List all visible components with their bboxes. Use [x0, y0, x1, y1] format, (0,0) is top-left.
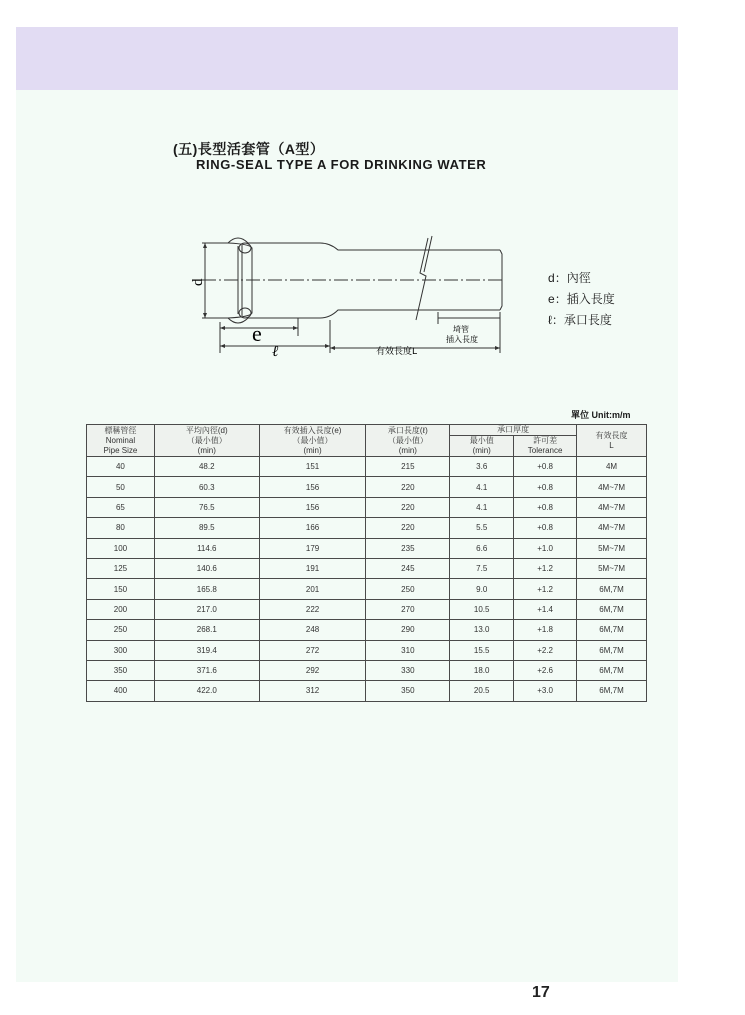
table-cell: 48.2 — [154, 457, 259, 477]
table-cell: 4M~7M — [577, 497, 647, 517]
table-cell: 6M,7M — [577, 640, 647, 660]
table-cell: 151 — [259, 457, 366, 477]
table-cell: 200 — [87, 599, 155, 619]
table-cell: 6M,7M — [577, 599, 647, 619]
table-cell: 5M~7M — [577, 538, 647, 558]
header-band — [16, 27, 678, 90]
table-cell: 270 — [366, 599, 450, 619]
legend-item-l: ℓ：承口長度 — [548, 313, 612, 327]
table-cell: 125 — [87, 558, 155, 578]
table-cell: 220 — [366, 497, 450, 517]
table-cell: 6M,7M — [577, 660, 647, 680]
header-nominal: 標稱管徑 Nominal Pipe Size — [87, 425, 155, 457]
table-cell: +1.8 — [514, 620, 577, 640]
table-cell: 268.1 — [154, 620, 259, 640]
table-cell: 6M,7M — [577, 681, 647, 701]
diagram-legend — [548, 268, 615, 331]
table-cell: +1.2 — [514, 579, 577, 599]
table-cell: 191 — [259, 558, 366, 578]
table-cell: 250 — [366, 579, 450, 599]
unit-label: 單位 Unit:m/m — [571, 410, 631, 420]
pipe-top-outline — [210, 238, 500, 250]
table-cell: +1.2 — [514, 558, 577, 578]
table-cell: 290 — [366, 620, 450, 640]
table-cell: 371.6 — [154, 660, 259, 680]
table-cell: 76.5 — [154, 497, 259, 517]
table-cell: 156 — [259, 497, 366, 517]
table-row — [87, 558, 647, 578]
table-cell: 422.0 — [154, 681, 259, 701]
table-cell: +1.4 — [514, 599, 577, 619]
table-cell: 20.5 — [450, 681, 514, 701]
page-number: 17 — [532, 984, 550, 1001]
label-l: ℓ — [272, 344, 279, 360]
table-cell: 220 — [366, 477, 450, 497]
legend-item-e: e：插入長度 — [548, 292, 615, 306]
table-cell: 6M,7M — [577, 620, 647, 640]
table-cell: 235 — [366, 538, 450, 558]
table-cell: 201 — [259, 579, 366, 599]
table-cell: 4M~7M — [577, 477, 647, 497]
table-cell: 6.6 — [450, 538, 514, 558]
table-cell: 400 — [87, 681, 155, 701]
table-cell: 140.6 — [154, 558, 259, 578]
table-cell: 7.5 — [450, 558, 514, 578]
table-row — [87, 620, 647, 640]
table-row — [87, 457, 647, 477]
table-cell: 300 — [87, 640, 155, 660]
table-row — [87, 660, 647, 680]
table-cell: +3.0 — [514, 681, 577, 701]
table-cell: 215 — [366, 457, 450, 477]
table-cell: 5.5 — [450, 518, 514, 538]
header-insert-length: 有效插入長度(e) （最小值） (min) — [259, 425, 366, 457]
table-cell: +0.8 — [514, 457, 577, 477]
table-cell: 5M~7M — [577, 558, 647, 578]
pipe-diagram — [180, 228, 510, 368]
table-row — [87, 497, 647, 517]
table-cell: 65 — [87, 497, 155, 517]
table-cell: 245 — [366, 558, 450, 578]
table-cell: 222 — [259, 599, 366, 619]
table-cell: 15.5 — [450, 640, 514, 660]
table-cell: +1.0 — [514, 538, 577, 558]
table-cell: 319.4 — [154, 640, 259, 660]
table-cell: 4.1 — [450, 477, 514, 497]
table-cell: 330 — [366, 660, 450, 680]
table-cell: 217.0 — [154, 599, 259, 619]
break-mark-2 — [424, 236, 432, 272]
table-row — [87, 599, 647, 619]
header-inner-diameter: 平均內徑(d) （最小值） (min) — [154, 425, 259, 457]
spec-table — [86, 424, 647, 702]
table-row — [87, 477, 647, 497]
table-cell: 114.6 — [154, 538, 259, 558]
table-row — [87, 681, 647, 701]
section-title-chinese: (五)長型活套管（A型） — [173, 141, 325, 157]
header-effective-length: 有效長度 L — [577, 425, 647, 457]
legend-item-d: d：內徑 — [548, 271, 591, 285]
table-cell: 4M~7M — [577, 518, 647, 538]
table-row — [87, 538, 647, 558]
table-cell: 166 — [259, 518, 366, 538]
table-cell: 13.0 — [450, 620, 514, 640]
table-cell: 150 — [87, 579, 155, 599]
header-tolerance: 許可差 Tolerance — [514, 436, 577, 457]
table-cell: 250 — [87, 620, 155, 640]
table-cell: +0.8 — [514, 518, 577, 538]
label-chamfer-2: 插入長度 — [446, 335, 478, 344]
table-row — [87, 579, 647, 599]
table-cell: 350 — [366, 681, 450, 701]
table-cell: 3.6 — [450, 457, 514, 477]
table-cell: +0.8 — [514, 477, 577, 497]
table-cell: 6M,7M — [577, 579, 647, 599]
table-cell: 292 — [259, 660, 366, 680]
header-socket-thickness: 承口厚度 — [450, 425, 577, 436]
table-cell: +2.2 — [514, 640, 577, 660]
header-thickness-min: 最小值 (min) — [450, 436, 514, 457]
table-cell: 310 — [366, 640, 450, 660]
table-cell: 248 — [259, 620, 366, 640]
table-row — [87, 640, 647, 660]
table-cell: 9.0 — [450, 579, 514, 599]
table-cell: 60.3 — [154, 477, 259, 497]
table-cell: 312 — [259, 681, 366, 701]
table-cell: 220 — [366, 518, 450, 538]
label-chamfer-1: 埼管 — [453, 325, 469, 334]
table-row — [87, 518, 647, 538]
table-cell: 100 — [87, 538, 155, 558]
table-cell: +2.6 — [514, 660, 577, 680]
label-effective-length: 有效長度L — [376, 347, 418, 357]
header-socket-length: 承口長度(ℓ) （最小值） (min) — [366, 425, 450, 457]
table-cell: 165.8 — [154, 579, 259, 599]
table-cell: 4.1 — [450, 497, 514, 517]
table-cell: 40 — [87, 457, 155, 477]
label-e: e — [252, 321, 262, 346]
table-cell: 80 — [87, 518, 155, 538]
table-cell: 179 — [259, 538, 366, 558]
table-cell: 89.5 — [154, 518, 259, 538]
table-cell: 10.5 — [450, 599, 514, 619]
table-cell: 156 — [259, 477, 366, 497]
label-d: d — [190, 278, 206, 286]
table-cell: +0.8 — [514, 497, 577, 517]
table-cell: 50 — [87, 477, 155, 497]
table-cell: 4M — [577, 457, 647, 477]
table-cell: 18.0 — [450, 660, 514, 680]
section-title-english: RING-SEAL TYPE A FOR DRINKING WATER — [196, 157, 487, 172]
table-cell: 272 — [259, 640, 366, 660]
table-cell: 350 — [87, 660, 155, 680]
